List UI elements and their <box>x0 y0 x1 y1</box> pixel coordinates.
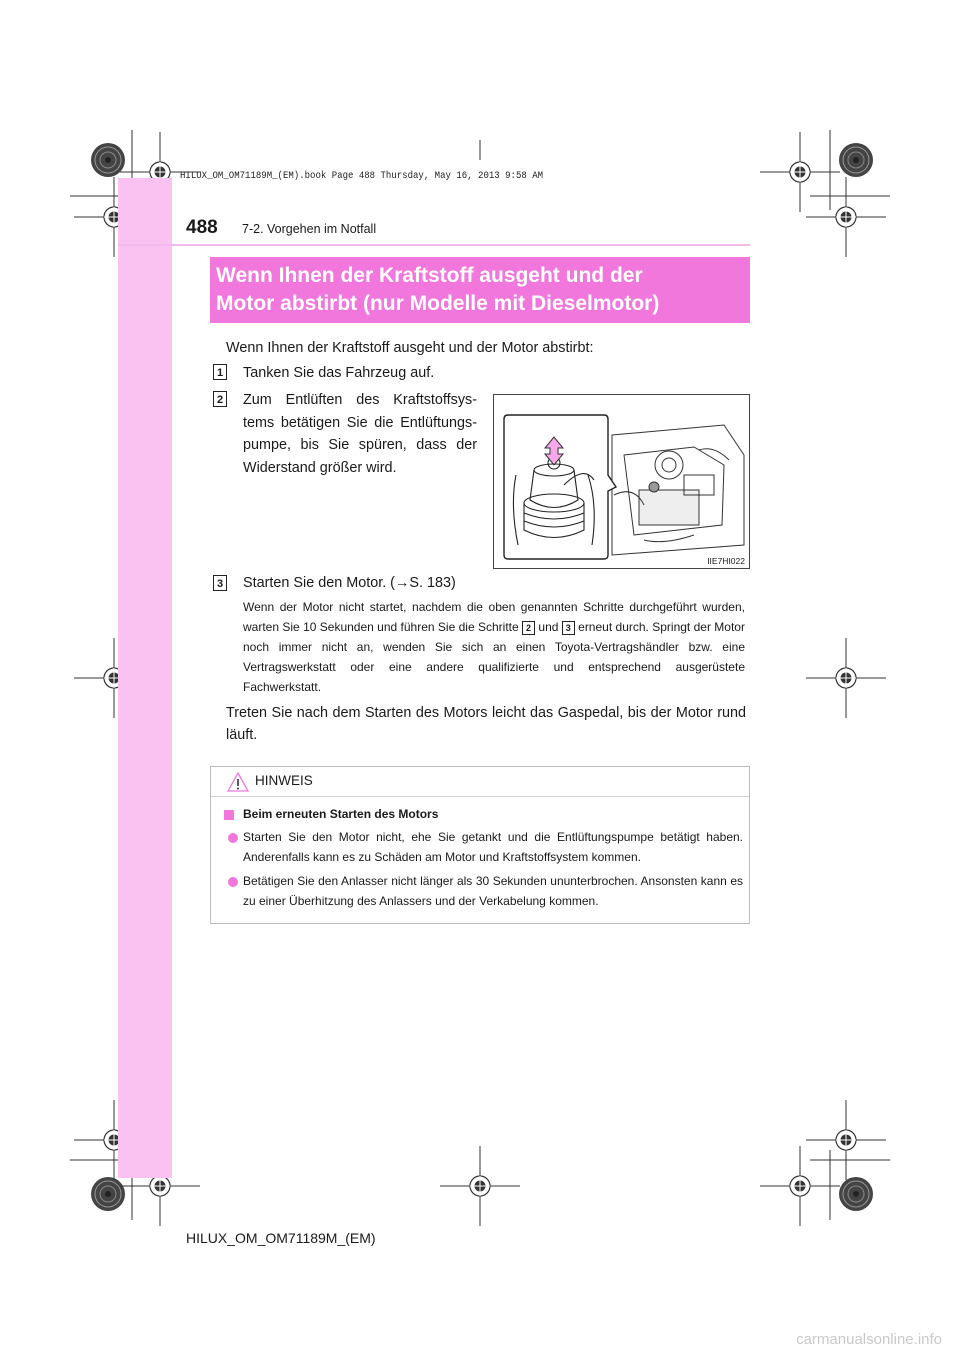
header-rule <box>118 244 750 246</box>
note-text: erneut durch. Springt der Motor noch immer nicht an, wenden Sie sich an einen Toyota-Vertragshändler bzw. eine Vertragswerkstatt oder eine andere qualifizierte und entsprechend ausgerüstete Fachwerkstatt. <box>243 620 745 694</box>
notice-bullet-2: Betätigen Sie den Anlasser nicht länger als 30 Sekunden ununterbrochen. Ansonsten kann es zu einer Überhitzung des Anlassers und der Verkabelung kommen. <box>243 874 743 908</box>
step-number-1: 1 <box>213 364 227 380</box>
intro-text: Wenn Ihnen der Kraftstoff ausgeht und der Motor abstirbt: <box>226 340 594 356</box>
notice-heading: Beim erneuten Starten des Motors <box>243 807 439 821</box>
notice-divider <box>211 796 749 797</box>
step-number-2: 2 <box>213 391 227 407</box>
step-2-line: Zum Entlüften des Kraftstoffsys- <box>243 392 477 408</box>
chapter-sidebar <box>118 178 172 1178</box>
title-banner <box>210 257 750 323</box>
page-title <box>216 262 659 318</box>
file-info: HILUX_OM_OM71189M_(EM).book Page 488 Thursday, May 16, 2013 9:58 AM <box>180 170 544 182</box>
page-number: 488 <box>186 217 218 238</box>
notice-bullet-1: Starten Sie den Motor nicht, ehe Sie getankt und die Entlüftungspumpe betätigt haben. Anderenfalls kann es zu Schäden am Motor und Kraftstoffsystem kommen. <box>243 830 743 864</box>
note-text: und <box>538 620 559 634</box>
step-2-line: Widerstand größer wird. <box>243 459 397 476</box>
note-text: Wenn der Motor nicht startet, nachdem die oben genannten Schritte durchgeführt wurden, warten Sie 10 Sekunden und führen Sie die Schritte <box>243 600 745 634</box>
notice-box <box>210 766 750 924</box>
step-ref-2: 2 <box>522 621 535 635</box>
after-start-text: Treten Sie nach dem Starten des Motors leicht das Gaspedal, bis der Motor rund läuft. <box>226 705 746 743</box>
step-2-line: pumpe, bis Sie spüren, dass der <box>243 437 477 453</box>
footer-code: HILUX_OM_OM71189M_(EM) <box>186 1230 376 1246</box>
title-line-2: Motor abstirbt (nur Modelle mit Dieselmotor) <box>216 292 660 315</box>
bullet-icon <box>228 833 238 843</box>
notice-label: HINWEIS <box>255 773 313 788</box>
title-line-1: Wenn Ihnen der Kraftstoff ausgeht und der <box>216 264 643 287</box>
step-3-text: Starten Sie den Motor. (→S. 183) <box>243 575 456 591</box>
warning-triangle-icon <box>227 772 249 792</box>
watermark: carmanualsonline.info <box>796 1331 942 1348</box>
step-1-text: Tanken Sie das Fahrzeug auf. <box>243 365 435 381</box>
fuel-filter-illustration <box>493 394 750 569</box>
section-title: 7-2. Vorgehen im Notfall <box>242 222 377 236</box>
step-2-line: tems betätigen Sie die Entlüftungs- <box>243 414 477 431</box>
restart-note <box>243 597 745 697</box>
square-bullet-icon <box>224 810 234 820</box>
bullet-icon <box>228 877 238 887</box>
step-2-text <box>243 389 477 479</box>
step-ref-3: 3 <box>562 621 575 635</box>
step-number-3: 3 <box>213 575 227 591</box>
illustration-code: IIE7HI022 <box>707 556 745 566</box>
